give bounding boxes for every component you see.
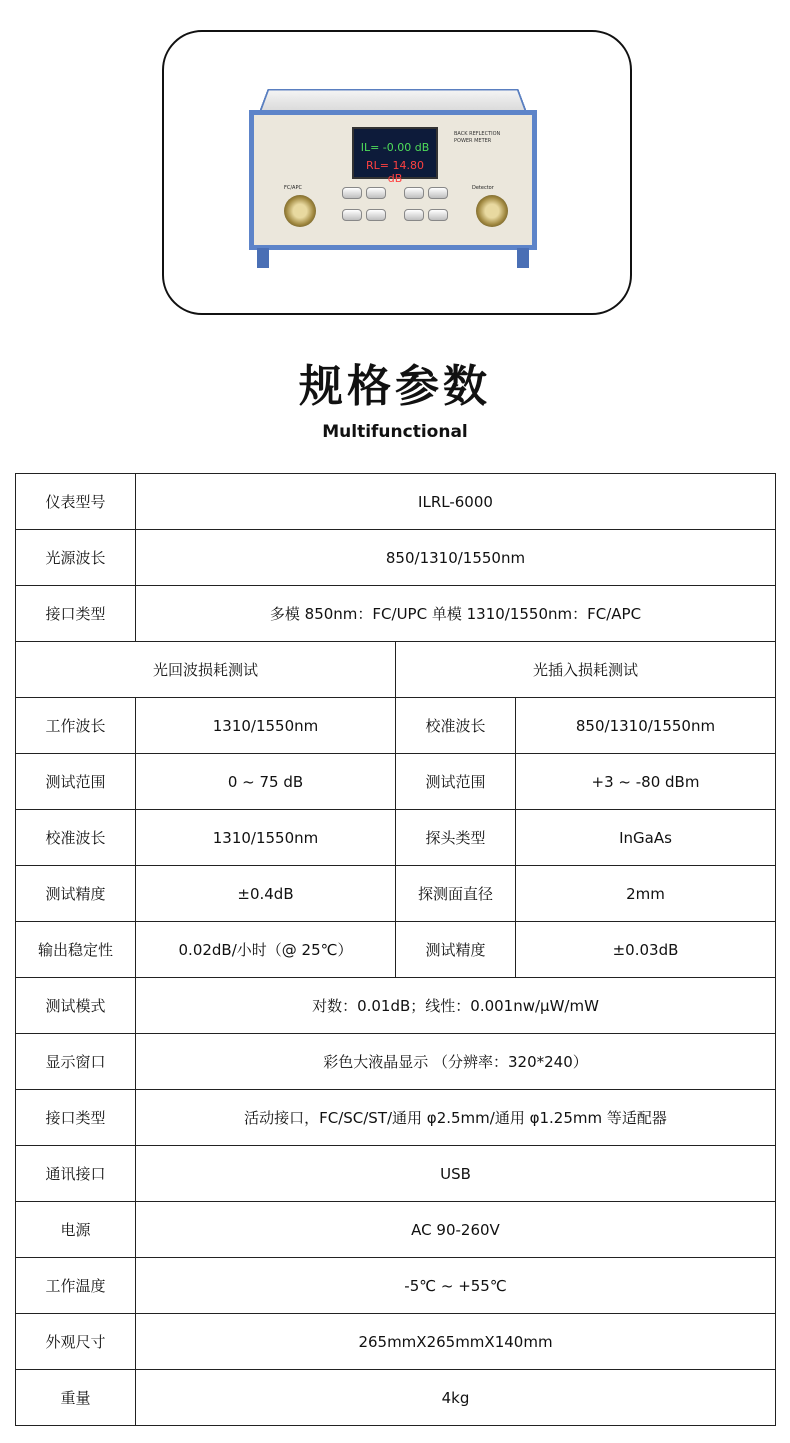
device-key — [404, 209, 424, 221]
brand-line-2: POWER METER — [454, 138, 492, 144]
row-label: 测试范围 — [16, 754, 136, 810]
row-label: 测试模式 — [16, 978, 136, 1034]
row-value: 4kg — [136, 1370, 776, 1426]
light-source-port — [284, 195, 316, 227]
row-label: 接口类型 — [16, 1090, 136, 1146]
row-label: 显示窗口 — [16, 1034, 136, 1090]
row-label: 测试范围 — [396, 754, 516, 810]
table-row — [16, 922, 776, 978]
row-label: 工作温度 — [16, 1258, 136, 1314]
row-label: 重量 — [16, 1370, 136, 1426]
right-port-label: Detector — [472, 185, 494, 191]
table-row — [16, 1146, 776, 1202]
product-image-frame — [162, 30, 632, 315]
device-foot-right — [517, 248, 529, 268]
row-label: 校准波长 — [396, 698, 516, 754]
row-label: 通讯接口 — [16, 1146, 136, 1202]
screen-rl-reading: RL= 14.80 dB — [366, 159, 424, 185]
table-row — [16, 530, 776, 586]
table-row — [16, 754, 776, 810]
row-value: 1310/1550nm — [136, 810, 396, 866]
device-key — [342, 187, 362, 199]
section-header-rl: 光回波损耗测试 — [16, 642, 396, 698]
device-top-cover — [259, 89, 527, 112]
row-value: -5℃ ~ +55℃ — [136, 1258, 776, 1314]
device-foot-left — [257, 248, 269, 268]
row-value: ILRL-6000 — [136, 474, 776, 530]
page-title: 规格参数 — [299, 361, 491, 412]
row-value: 对数：0.01dB；线性：0.001nw/μW/mW — [136, 978, 776, 1034]
screen-il-reading: IL= -0.00 dB — [360, 141, 430, 154]
row-label: 探头类型 — [396, 810, 516, 866]
row-value: 265mmX265mmX140mm — [136, 1314, 776, 1370]
table-row — [16, 1090, 776, 1146]
row-value: 1310/1550nm — [136, 698, 396, 754]
table-row — [16, 474, 776, 530]
table-row — [16, 978, 776, 1034]
row-value: +3 ~ -80 dBm — [516, 754, 776, 810]
row-value: ±0.4dB — [136, 866, 396, 922]
row-value: 2mm — [516, 866, 776, 922]
row-label: 校准波长 — [16, 810, 136, 866]
table-row — [16, 866, 776, 922]
row-value: 活动接口，FC/SC/ST/通用 φ2.5mm/通用 φ1.25mm 等适配器 — [136, 1090, 776, 1146]
row-label: 外观尺寸 — [16, 1314, 136, 1370]
table-row — [16, 1314, 776, 1370]
device-key — [428, 187, 448, 199]
row-value: 多模 850nm：FC/UPC 单模 1310/1550nm：FC/APC — [136, 586, 776, 642]
brand-line-1: BACK REFLECTION — [454, 131, 501, 137]
table-row — [16, 1258, 776, 1314]
row-value: InGaAs — [516, 810, 776, 866]
table-row — [16, 1370, 776, 1426]
device-front-panel — [249, 110, 537, 250]
page-subtitle: Multifunctional — [322, 422, 468, 442]
row-value: 850/1310/1550nm — [136, 530, 776, 586]
row-value: 850/1310/1550nm — [516, 698, 776, 754]
power-meter-device-image — [249, 80, 537, 270]
device-key — [366, 209, 386, 221]
row-value: 0 ~ 75 dB — [136, 754, 396, 810]
row-label: 电源 — [16, 1202, 136, 1258]
row-label: 光源波长 — [16, 530, 136, 586]
device-key — [342, 209, 362, 221]
detector-port — [476, 195, 508, 227]
section-header-il: 光插入损耗测试 — [396, 642, 776, 698]
row-label: 工作波长 — [16, 698, 136, 754]
device-lcd-screen — [352, 127, 438, 185]
device-key — [404, 187, 424, 199]
row-value: AC 90-260V — [136, 1202, 776, 1258]
section-header-row — [16, 642, 776, 698]
row-value: 0.02dB/小时（@ 25℃） — [136, 922, 396, 978]
row-label: 接口类型 — [16, 586, 136, 642]
table-row — [16, 1034, 776, 1090]
row-value: USB — [136, 1146, 776, 1202]
row-label: 探测面直径 — [396, 866, 516, 922]
row-label: 输出稳定性 — [16, 922, 136, 978]
spec-table — [15, 473, 776, 1426]
table-row — [16, 586, 776, 642]
device-keypad — [342, 187, 462, 235]
table-row — [16, 698, 776, 754]
left-port-label: FC/APC — [284, 185, 302, 191]
device-brand-label — [454, 131, 500, 145]
device-key — [366, 187, 386, 199]
table-row — [16, 810, 776, 866]
row-value: ±0.03dB — [516, 922, 776, 978]
row-label: 仪表型号 — [16, 474, 136, 530]
row-label: 测试精度 — [396, 922, 516, 978]
table-row — [16, 1202, 776, 1258]
row-value: 彩色大液晶显示 （分辨率：320*240） — [136, 1034, 776, 1090]
device-key — [428, 209, 448, 221]
row-label: 测试精度 — [16, 866, 136, 922]
